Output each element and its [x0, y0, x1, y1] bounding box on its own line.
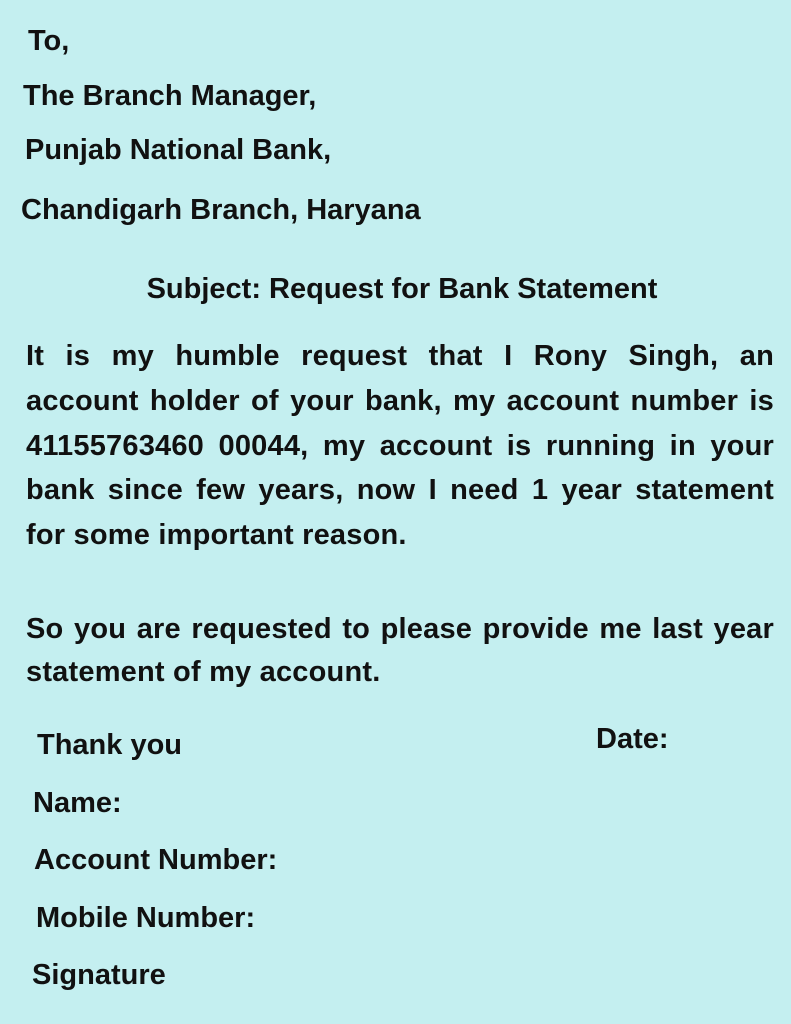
- signature-label: Signature: [32, 959, 166, 991]
- closing-thanks: Thank you: [37, 729, 183, 761]
- mobile-number-label: Mobile Number:: [36, 902, 256, 934]
- branch-address: Chandigarh Branch, Haryana: [21, 194, 421, 226]
- account-number-label: Account Number:: [34, 844, 278, 876]
- salutation-to: To,: [28, 25, 70, 57]
- bank-name: Punjab National Bank,: [25, 134, 332, 166]
- body-paragraph-2: So you are requested to please provide me last year statement of my account.: [26, 613, 774, 688]
- body-paragraph-1: It is my humble request that I Rony Singh, an account holder of your bank, my account number is 41155763460 00044, my account is running in your bank since few years, now I need 1 year statement for some important reason.: [26, 340, 774, 552]
- recipient-title: The Branch Manager,: [23, 80, 317, 112]
- date-label: Date:: [596, 723, 669, 755]
- name-label: Name:: [33, 787, 122, 819]
- subject-line: Subject: Request for Bank Statement: [146, 273, 658, 305]
